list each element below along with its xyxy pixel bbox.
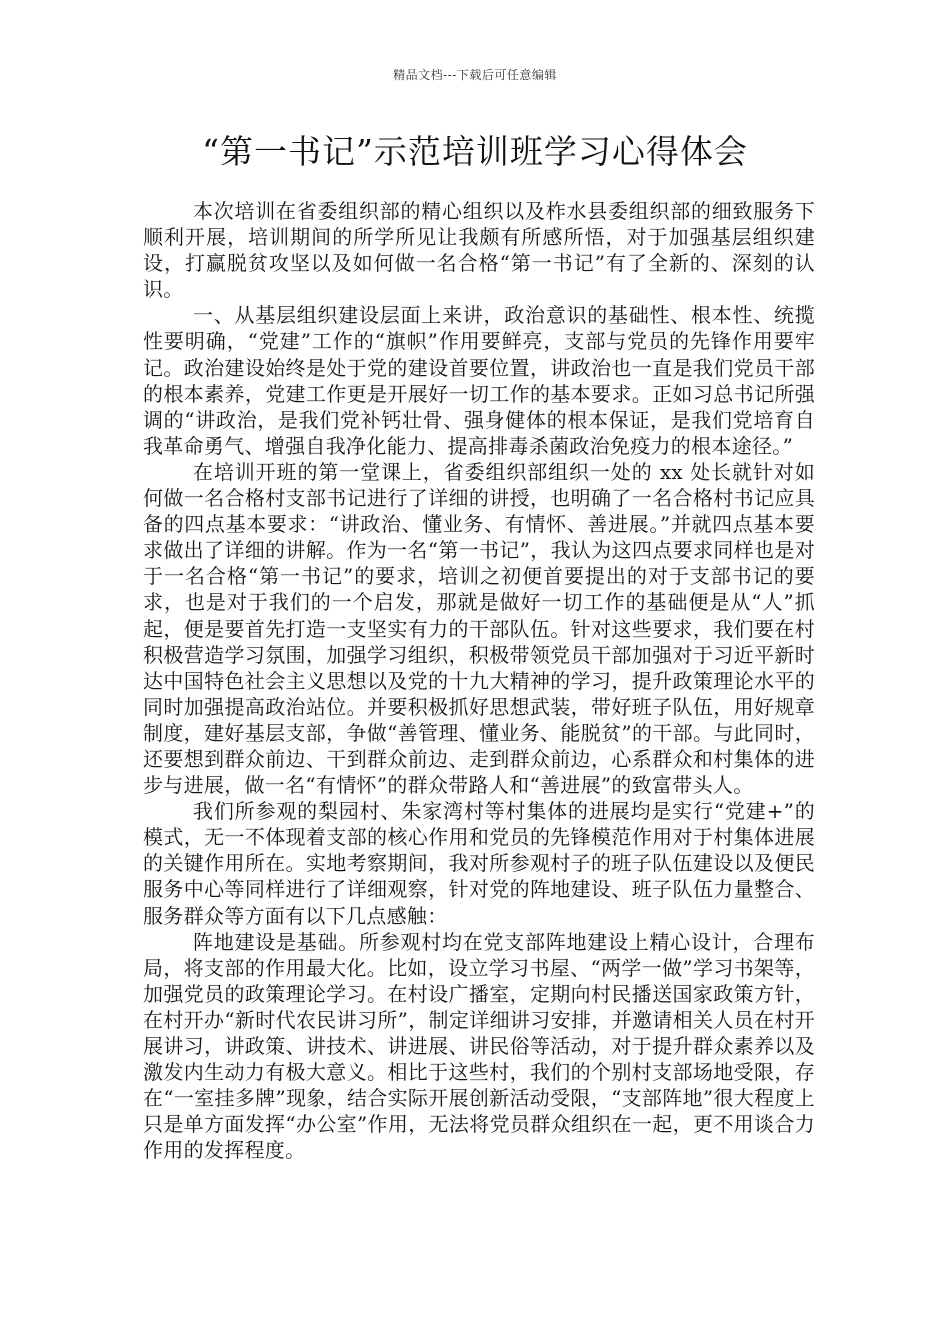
paragraph-political-awareness: 一、从基层组织建设层面上来讲，政治意识的基础性、根本性、统揽性要明确，“党建”工作的“旗帜”作用要鲜亮，支部与党员的先锋作用要牢记。政治建设始终是处于党的建设首要位置，讲政治也一直是我们党员干部的根本素养，党建工作更是开展好一切工作的基本要求。正如习总书记所强调的“讲政治，是我们党补钙壮骨、强身健体的根本保证，是我们党培育自我革命勇气、增强自我净化能力、提高排毒杀菌政治免疫力的根本途径。” — [143, 303, 815, 458]
document-title: “第一书记”示范培训班学习心得体会 — [202, 132, 748, 171]
paragraph-position-building: 阵地建设是基础。所参观村均在党支部阵地建设上精心设计，合理布局，将支部的作用最大化。比如，设立学习书屋、“两学一做”学习书架等，加强党员的政策理论学习。在村设广播室，定期向村民播送国家政策方针，在村开办“新时代农民讲习所”，制定详细讲习安排，并邀请相关人员在村开展讲习，讲政策、讲技术、讲进展、讲民俗等活动，对于提升群众素养以及激发内生动力有极大意义。相比于这些村，我们的个别村支部场地受限，存在“一室挂多牌”现象，结合实际开展创新活动受限，“支部阵地”很大程度上只是单方面发挥“办公室”作用，无法将党员群众组织在一起，更不用谈合力作用的发挥程度。 — [143, 929, 815, 1163]
header-note: 精品文档---下载后可任意编辑 — [393, 68, 557, 82]
paragraph-village-visits: 我们所参观的梨园村、朱家湾村等村集体的进展均是实行“党建+”的模式，无一不体现着支部的核心作用和党员的先锋模范作用对于村集体进展的关键作用所在。实地考察期间，我对所参观村子的班子队伍建设以及便民服务中心等同样进行了详细观察，针对党的阵地建设、班子队伍力量整合、服务群众等方面有以下几点感触： — [143, 799, 815, 928]
paragraph-training-first-class: 在培训开班的第一堂课上，省委组织部组织一处的 xx 处长就针对如何做一名合格村支部书记进行了详细的讲授，也明确了一名合格村书记应具备的四点基本要求：“讲政治、懂业务、有情怀、善进展。”并就四点基本要求做出了详细的讲解。作为一名“第一书记”，我认为这四点要求同样也是对于一名合格“第一书记”的要求，培训之初便首要提出的对于支部书记的要求，也是对于我们的一个启发，那就是做好一切工作的基础便是从“人”抓起，便是要首先打造一支坚实有力的干部队伍。针对这些要求，我们要在村积极营造学习氛围，加强学习组织，积极带领党员干部加强对于习近平新时达中国特色社会主义思想以及党的十九大精神的学习，提升政策理论水平的同时加强提高政治站位。并要积极抓好思想武装，带好班子队伍，用好规章制度，建好基层支部，争做“善管理、懂业务、能脱贫”的干部。与此同时，还要想到群众前边、干到群众前边、走到群众前边，心系群众和村集体的进步与进展，做一名“有情怀”的群众带路人和“善进展”的致富带头人。 — [143, 459, 815, 798]
document-body — [143, 198, 815, 1163]
paragraph-intro: 本次培训在省委组织部的精心组织以及柞水县委组织部的细致服务下顺利开展，培训期间的所学所见让我颇有所感所悟，对于加强基层组织建设，打赢脱贫攻坚以及如何做一名合格“第一书记”有了全新的、深刻的认识。 — [143, 199, 815, 302]
